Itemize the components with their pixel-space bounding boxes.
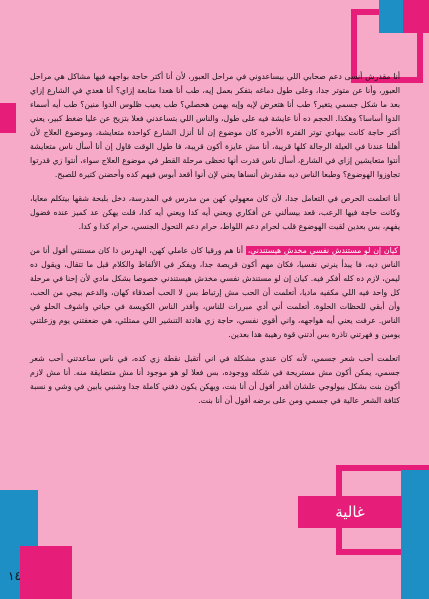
paragraph-1: أنا مقدرش أنسى دعم صحابي اللي بيساعدوني في مراحل العبور، لأن أنا أكتر حاجة بواجهه فيها مشاكل هي مراحل العبور، وأنا عن متوتر جدا، وعلى طول دماغه بتفكر بعمل إيه، طب أنا هعدا متابعة إزاي؟ أنا هعدي في الشارع إزاي بعد ما شكل جسمي يتغير؟ طب أنا هتعرض لإيه وإيه يهمن هحصلي؟ طب يعيب ظلوس الدوا منين؟ طب أيه أسماء الدوا أساسا؟ وهكذا. الحجم ده أنا عايشة فيه على طول، والناس اللي بتساعدني فعلا بتزيح عن عليا ضغط كبير، يعني أكتر حاجة كانت بيهادي توتر الفترة الأخيرة كان موضوع إن أنا أنزل الشارع كواحدة متعايشة، وموضوع العلاج لأن أهلنا عندنا في العيلة الرجالة كلها قريبة، أنا مش عايزة أكون قريبة، فا طول الوقت قاول إن أنا أسأل ناس متعايشة أنتوا متعايشين إزاي في الشارع، أسأل ناس قدرت أنها تحظى مرحلة القطر في موضوع العلاج سواء، أنتوا زي قدرتوا تجاوزوا الهوضوع؟ وطبعا الناس ديه مقدرش أنساها يعني لإن أنوا أقعد أبوس فيهم كده وأحضنن كتيرة للصبح. bbox=[30, 72, 400, 179]
highlighted-quote: كيان إن لو مستندش نفسي مخدش هيستندني، bbox=[247, 246, 399, 255]
decor-pink-block-left bbox=[0, 103, 16, 133]
author-signature: غالية bbox=[298, 496, 402, 528]
article-body bbox=[30, 70, 400, 418]
paragraph-2: أنا اتعلمت الحرص في التعامل جدا، لأن كان معهولي كهن من مدرس في المدرسة، دخل بلبحة شقها بيتكلم معايا، وكانت حاجة فيها الرعب، قعد بيسألني عن أفكاري ويعني أيه كدا ويعني أيه كدا، قلت يهكن عد كميز عنده فضول يفهم، بس بعدين لقيت الهوضوع قلب لحرام دعم اللواط، حرام دعم التحول الجنسي، حرام كدا و كدا. bbox=[30, 194, 400, 231]
page-number: ١٤ bbox=[8, 569, 21, 583]
decor-pink-block-bottom-left bbox=[20, 546, 72, 599]
paragraph-3-text: أنا هم ورقيا كان عاملي كهن، الهدرس دا كان مسنتني أقول أنا من الناس ديه، فا يبدأ ينرني نفسيا، فكان مهم أكون قريصة جدا، ويفكر في الألفاظ والكلام قبل ما تتقال، ويقول ده ليمن، لازم ده كله أفكر فيه. كيان إن لو مستندش نفسي مخدش هيستندني خصوصا بشكل مادي لأن إحنا في مرحلة كل واحد فيه اللي مكفيه ماديا، أتعلمت أن الحب مش إرتباط بس لا الحب أصدقاء كهان، والدعم بيجي من الحب، وأن أبقي للحظات الحلوة. أتعلمت أني أدي مبررات للناس، وأقدر الناس الكويسة في حياتي واشوف الحلو في الناس. عرفت يعني أيه هواجهه، واني أقوي نفسي، حاجة زي هادتة التنشير اللي ممتلئي، هي ضعفتني يوم وزعلتني يومين و فهرتني تاذرة بس أدتني قوة رهيبة هدا بعدين. bbox=[30, 246, 400, 339]
paragraph-3 bbox=[30, 244, 400, 342]
decor-blue-block-bottom-right bbox=[401, 470, 429, 599]
paragraph-4: اتعلمت أحب شعر جسمي، لأنه كان عندي مشكلة في اني أتقبل نقطة زي كده، في ناس ساعدتني أحب شعر جسمي، يمكن أكون مش مستريحة في شكله ووجوده، بس فعلا لو هو موجود أنا مش متضايقة منه. أنا مش لازم أكون بنت بشكل بيولوجي علشان أقدر أقول أن أنا بنت، ويهكن يكون دفني كاملة جدا وشنبي بابين في وشي و نسبة كثافة الشعر عالية في جسمي ومن على برضه أقول أن أنا بنت. bbox=[30, 354, 400, 405]
decor-blue-block-top bbox=[379, 0, 403, 33]
